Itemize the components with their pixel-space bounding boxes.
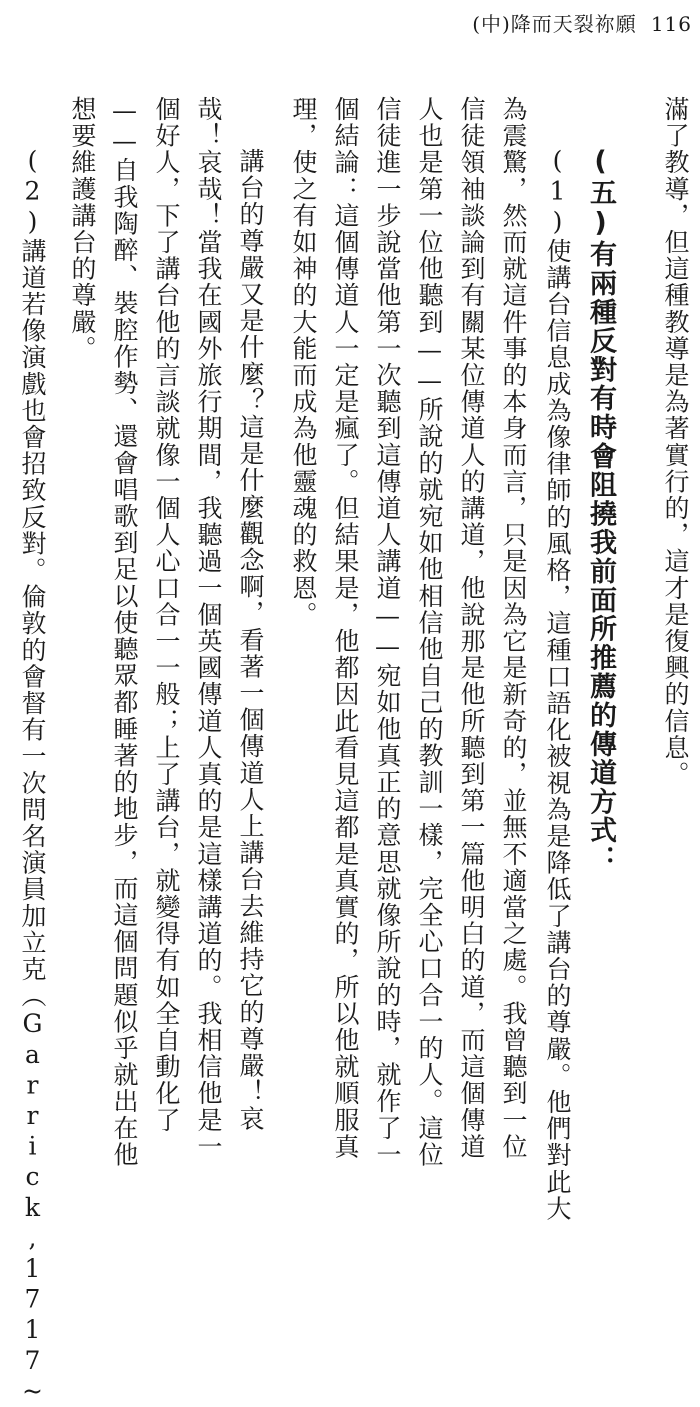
text-column-5: 信徒領袖談論到有關某位傳道人的講道，他說那是他所聽到第一篇他明白的道，而這個傳道 [457, 96, 486, 1160]
text-column-4: 為震驚，然而就這件事的本身而言，只是因為它是新奇的，並無不適當之處。我曾聽到一位 [499, 96, 528, 1160]
text-column-9: 理，使之有如神的大能而成為他靈魂的救恩。 [289, 96, 318, 628]
text-column-15: (2)講道若像演戲也會招致反對。倫敦的會督有一次問名演員加立克（Garrick,1717~ [18, 146, 47, 1407]
section-heading: (五)有兩種反對有時會阻撓我前面所推薦的傳道方式： [585, 146, 616, 874]
page-number: 116 [650, 12, 692, 36]
text-column-6: 人也是第一位他聽到——所說的就宛如他相信他自己的教訓一樣，完全心口合一的人。這位 [415, 96, 444, 1168]
text-column-10: 講台的尊嚴又是什麼？這是什麼觀念啊，看著一個傳道人上講台去維持它的尊嚴！哀 [236, 148, 265, 1133]
text-column-14: 想要維護講台的尊嚴。 [68, 96, 97, 362]
text-column-8: 個結論：這個傳道人一定是瘋了。但結果是，他都因此看見這都是真實的，所以他就順服真 [331, 96, 360, 1160]
text-column-12: 個好人，下了講台他的言談就像一個人心口合一一般；上了講台，就變得有如全自動化了 [152, 96, 181, 1134]
page-header [472, 8, 692, 37]
text-column-3: (1)使講台信息成為像律師的風格，這種口語化被視為是降低了講台的尊嚴。他們對此大 [543, 146, 572, 1222]
text-column-1: 滿了教導，但這種教導是為著實行的，這才是復興的信息。 [661, 96, 690, 788]
running-title: (中)降而天裂祢願 [472, 12, 637, 36]
text-column-7: 信徒進一步說當他第一次聽到這傳道人講道——宛如他真正的意思就像所說的時，就作了一 [373, 96, 402, 1168]
text-column-13: ——自我陶醉、裝腔作勢、還會唱歌到足以使聽眾都睡著的地步，而這個問題似乎就出在他 [110, 96, 139, 1168]
text-column-11: 哉！哀哉！當我在國外旅行期間，我聽過一個英國傳道人真的是這樣講道的。我相信他是一 [194, 96, 223, 1160]
